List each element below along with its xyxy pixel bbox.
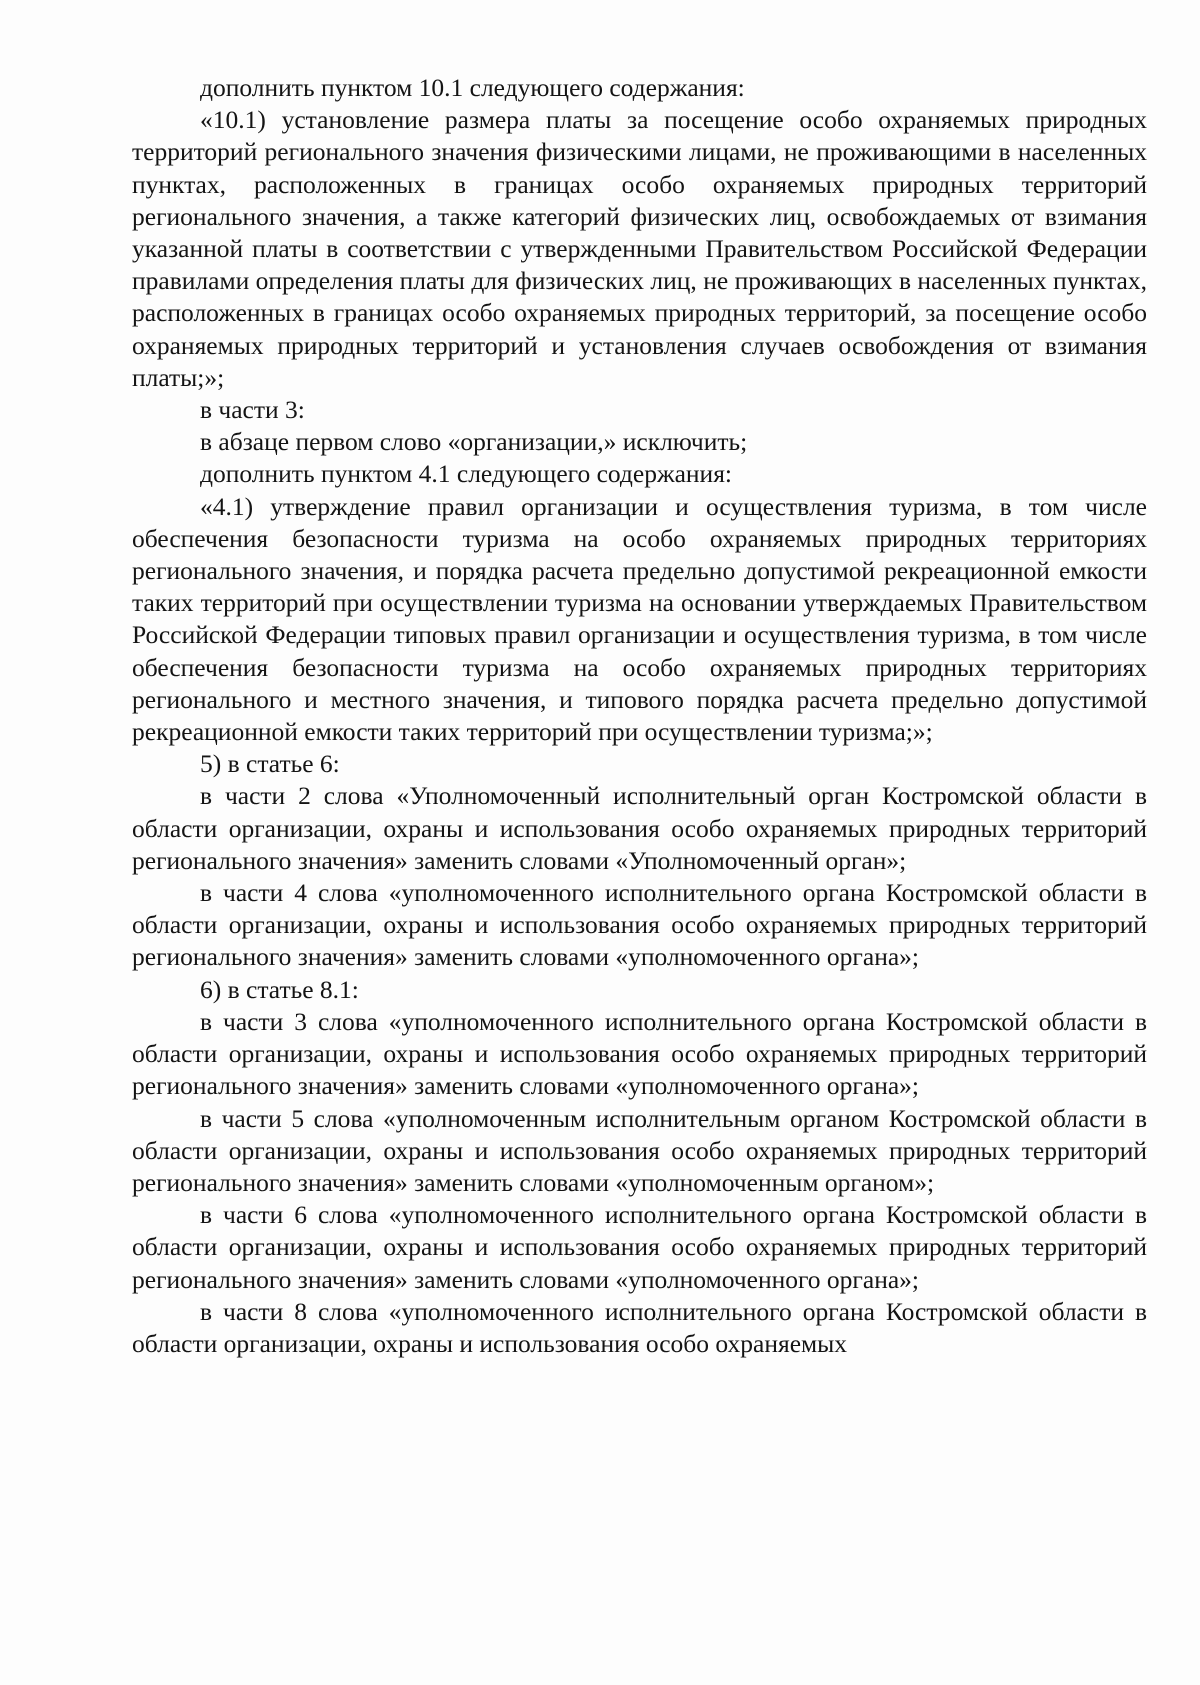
paragraph: в части 8 слова «уполномоченного исполнительного органа Костромской области в области организации, охраны и использования особо охраняемых bbox=[132, 1296, 1147, 1358]
paragraph: в части 3: bbox=[200, 395, 305, 425]
paragraph: в части 2 слова «Уполномоченный исполнительный орган Костромской области в области организации, охраны и использования особо охраняемых природных территорий регионального значения» заменить словами «Уполномоченный орган»; bbox=[132, 781, 1147, 875]
paragraph: в части 3 слова «уполномоченного исполнительного органа Костромской области в области организации, охраны и использования особо охраняемых природных территорий регионального значения» заменить словами «уполномоченного органа»; bbox=[132, 1006, 1147, 1101]
document-body bbox=[132, 72, 1147, 1360]
paragraph: в части 4 слова «уполномоченного исполнительного органа Костромской области в области организации, охраны и использования особо охраняемых природных территорий регионального значения» заменить словами «уполномоченного органа»; bbox=[132, 878, 1147, 972]
paragraph: «4.1) утверждение правил организации и осуществления туризма, в том числе обеспечения безопасности туризма на особо охраняемых природных территориях регионального значения, и порядка расчета предельно допустимой рекреационной емкости таких территорий при осуществлении туризма на основании утверждаемых Правительством Российской Федерации типовых правил организации и осуществления туризма, в том числе обеспечения безопасности туризма на особо охраняемых природных территориях регионального и местного значения, и типового порядка расчета предельно допустимой рекреационной емкости таких территорий при осуществлении туризма;»; bbox=[132, 491, 1147, 747]
paragraph: в части 5 слова «уполномоченным исполнительным органом Костромской области в области организации, охраны и использования особо охраняемых природных территорий регионального значения» заменить словами «уполномоченным органом»; bbox=[132, 1103, 1147, 1197]
paragraph: дополнить пунктом 10.1 следующего содержания: bbox=[200, 73, 745, 102]
paragraph: дополнить пунктом 4.1 следующего содержания: bbox=[200, 459, 733, 489]
paragraph: в абзаце первом слово «организации,» исключить; bbox=[200, 427, 748, 457]
paragraph: в части 6 слова «уполномоченного исполнительного органа Костромской области в области организации, охраны и использования особо охраняемых природных территорий регионального значения» заменить словами «уполномоченного органа»; bbox=[132, 1200, 1147, 1294]
paragraph: 6) в статье 8.1: bbox=[200, 974, 359, 1004]
paragraph: 5) в статье 6: bbox=[200, 749, 340, 779]
paragraph: «10.1) установление размера платы за посещение особо охраняемых природных территорий регионального значения физическими лицами, не проживающими в населенных пунктах, расположенных в границах особо охраняемых природных территорий регионального значения, а также категорий физических лиц, освобождаемых от взимания указанной платы в соответствии с утвержденными Правительством Российской Федерации правилами определения платы для физических лиц, не проживающих в населенных пунктах, расположенных в границах особо охраняемых природных территорий, за посещение особо охраняемых природных территорий и установления случаев освобождения от взимания платы;»; bbox=[132, 105, 1147, 392]
